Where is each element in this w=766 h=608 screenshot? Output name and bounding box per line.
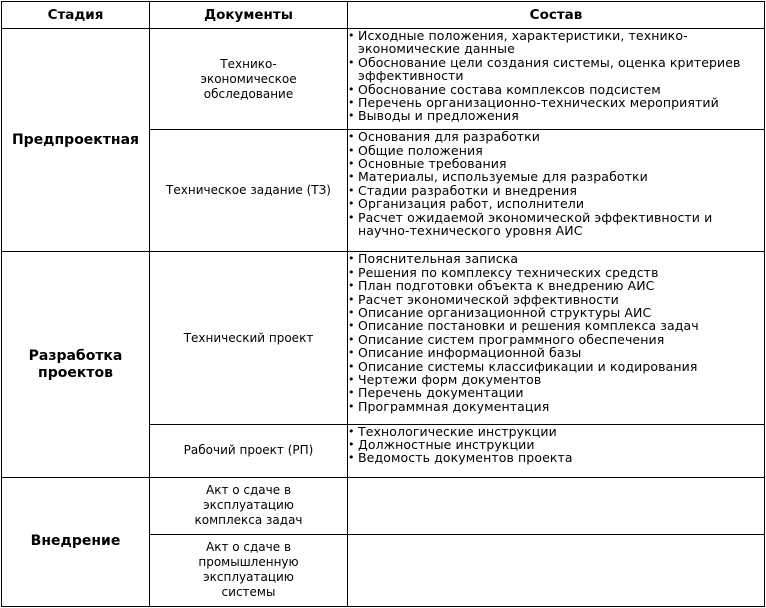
stage-implementation: Внедрение [2, 477, 150, 606]
list-item [348, 130, 764, 143]
composition-cell [348, 130, 765, 252]
doc-working-project [150, 424, 348, 477]
composition-cell [348, 252, 765, 424]
list-item [348, 306, 764, 319]
doc-title: Акт о сдаче в промышленную эксплуатацию системы [198, 540, 299, 600]
composition-cell-empty [348, 477, 765, 534]
list-item-text: • Перечень документации [358, 385, 524, 401]
list-item-text: • Программная документация [358, 398, 550, 414]
list-item-text: • Основные требования [358, 155, 507, 171]
list-item-text: • Описание организационной структуры АИС [358, 305, 652, 320]
list-item-text: • Исходные положения, характеристики, технико-экономические данные [358, 28, 688, 57]
list-item-text: • Должностные инструкции [358, 437, 535, 453]
list-item [348, 451, 764, 464]
list-item [348, 333, 764, 346]
list-item-text: • Материалы, используемые для разработки [358, 169, 648, 185]
list-item-text: • Основания для разработки [358, 129, 541, 145]
doc-title: Технический проект [183, 330, 314, 345]
stage-project-development [2, 252, 150, 477]
list-item-text: • Стадии разработки и внедрения [358, 182, 577, 198]
composition-cell-empty [348, 534, 765, 606]
header-stage: Стадия [2, 2, 150, 29]
header-row [2, 2, 765, 29]
list-item-text: • Перечень организационно-технических мероприятий [358, 95, 719, 111]
list-item-text: • Пояснительная записка [358, 251, 519, 267]
list-item-text: • Описание постановки и решения комплекса задач [358, 318, 699, 334]
composition-list [348, 252, 764, 413]
list-item-text: • Описание систем программного обеспечения [358, 331, 665, 347]
list-item [348, 400, 764, 413]
header-composition: Состав [348, 2, 765, 29]
list-item [348, 184, 764, 197]
list-item [348, 211, 764, 238]
stage-title: Разработка проектов [28, 347, 123, 381]
doc-act-system [150, 534, 348, 606]
list-item-text: • Расчет экономической эффективности [358, 291, 619, 307]
list-item-text: • Расчет ожидаемой экономической эффективности и научно-технического уровня АИС [358, 209, 713, 239]
composition-cell [348, 29, 765, 130]
list-item [348, 157, 764, 170]
stages-table [1, 1, 765, 607]
list-item [348, 425, 764, 438]
doc-feasibility-study [150, 29, 348, 130]
list-item [348, 109, 764, 122]
list-item [348, 438, 764, 451]
list-item [348, 144, 764, 157]
list-item-text: • Описание системы классификации и кодирования [358, 358, 698, 374]
doc-technical-project [150, 252, 348, 424]
list-item-text: • Чертежи форм документов [358, 372, 542, 388]
header-documents: Документы [150, 2, 348, 29]
list-item [348, 293, 764, 306]
list-item [348, 319, 764, 332]
composition-list [348, 425, 764, 465]
doc-technical-assignment [150, 130, 348, 252]
list-item [348, 96, 764, 109]
list-item-text: • План подготовки объекта к внедрению АИС [358, 278, 655, 294]
list-item [348, 83, 764, 96]
list-item [348, 252, 764, 265]
composition-list [348, 130, 764, 237]
list-item [348, 346, 764, 359]
table-row [2, 477, 765, 534]
list-item-text: • Ведомость документов проекта [358, 450, 573, 466]
list-item [348, 56, 764, 83]
composition-list [348, 29, 764, 123]
stage-predproject: Предпроектная [2, 29, 150, 252]
table-row [2, 29, 765, 130]
list-item-text: • Выводы и предложения [358, 108, 519, 124]
list-item-text: • Решения по комплексу технических средств [358, 264, 659, 280]
list-item-text: • Организация работ, исполнители [358, 196, 585, 212]
composition-cell [348, 424, 765, 477]
list-item [348, 360, 764, 373]
list-item [348, 29, 764, 56]
list-item [348, 266, 764, 279]
list-item [348, 386, 764, 399]
list-item [348, 373, 764, 386]
list-item-text: • Технологические инструкции [358, 423, 557, 439]
list-item [348, 170, 764, 183]
list-item [348, 279, 764, 292]
list-item-text: • Обоснование состава комплексов подсистем [358, 81, 661, 97]
doc-title: Техническое задание (ТЗ) [166, 183, 331, 198]
doc-act-tasks [150, 477, 348, 534]
list-item-text: • Описание информационной базы [358, 345, 582, 361]
table-row [2, 252, 765, 424]
doc-title: Технико-экономическое обследование [200, 56, 297, 101]
list-item-text: • Обоснование цели создания системы, оценка критериев эффективности [358, 54, 741, 84]
list-item-text: • Общие положения [358, 142, 483, 158]
doc-title: Рабочий проект (РП) [183, 443, 314, 458]
doc-title: Акт о сдаче в эксплуатацию комплекса задач [194, 483, 303, 528]
list-item [348, 197, 764, 210]
